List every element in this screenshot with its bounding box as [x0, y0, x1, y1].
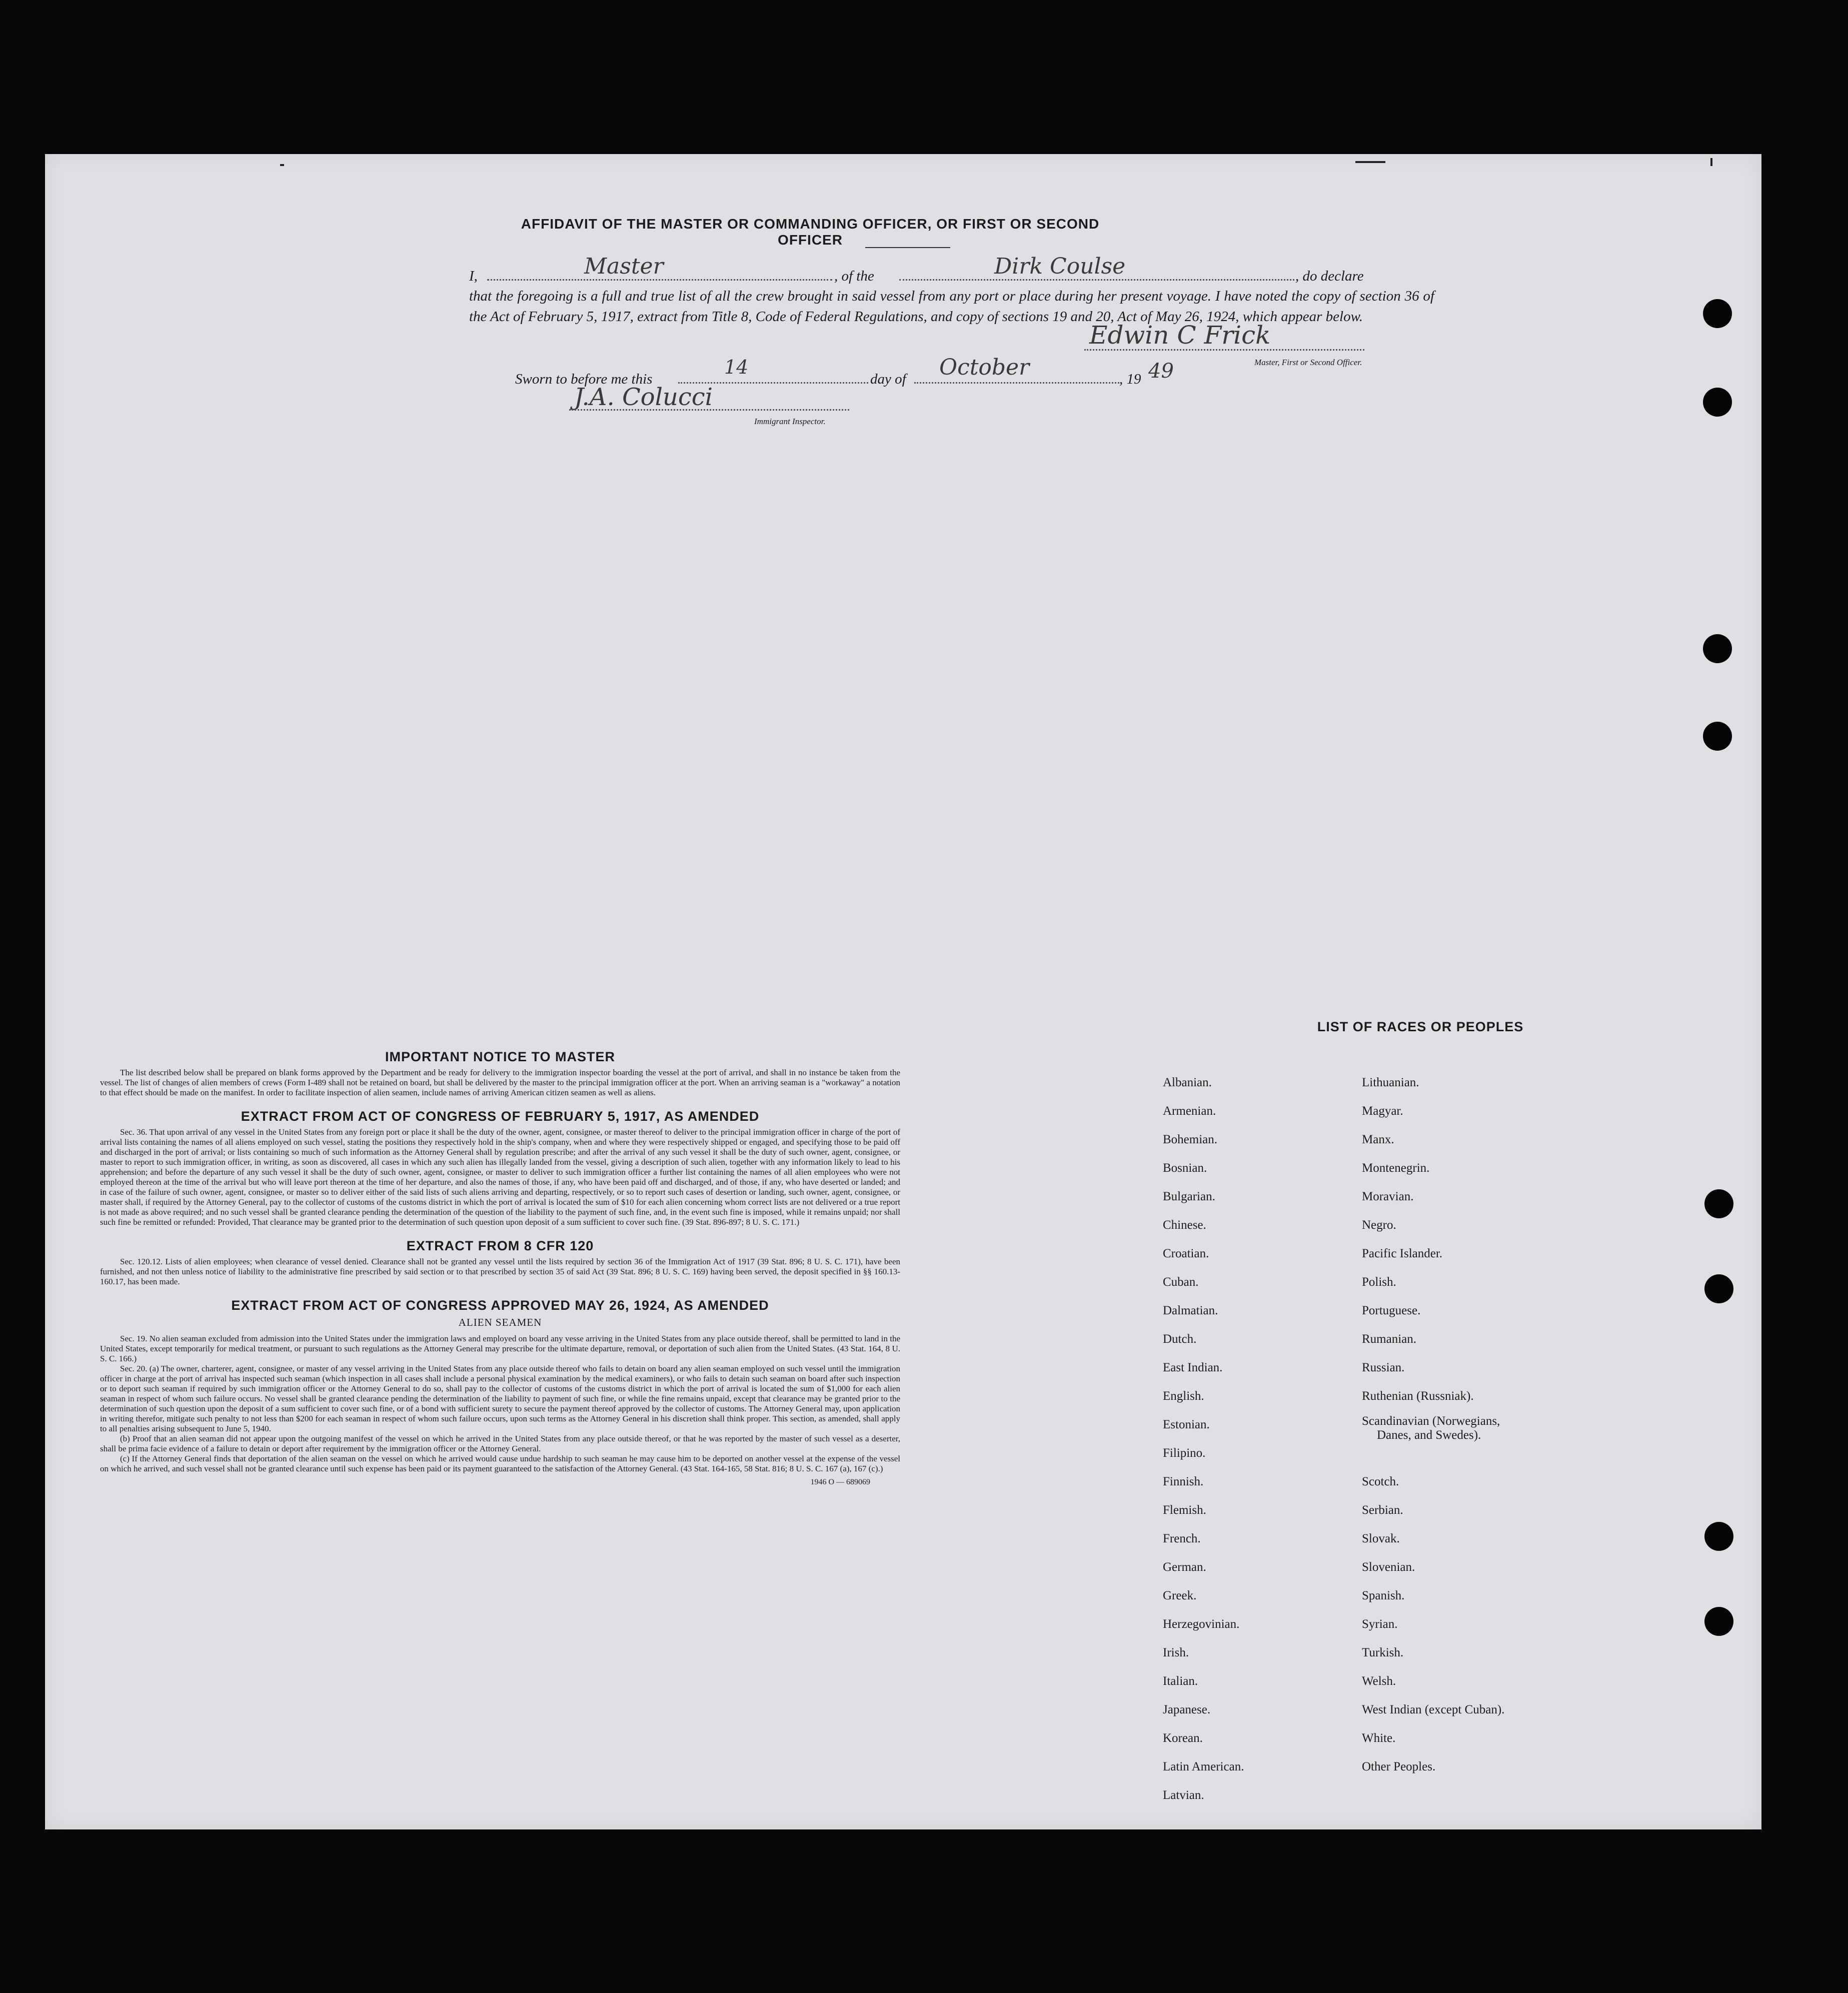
- affidavit-body: [469, 254, 1434, 444]
- race-item: Bulgarian.: [1163, 1190, 1215, 1203]
- race-item: [1362, 1410, 1504, 1442]
- race-item: Polish.: [1362, 1275, 1396, 1289]
- race-item: French.: [1163, 1532, 1201, 1545]
- extract1-text: Sec. 36. That upon arrival of any vessel in the United States from any foreign port or place it shall be the duty of the owner, agent, consignee, or master thereof to deliver to the principal immigration officer in charge of the port of arrival lists containing the names of all aliens employed on such vessel, stating the positions they respectively hold in the ship's company, when and where they were respectively shipped or engaged, and specifying those to be paid off and discharged in the port of arrival; or lists containing so much of such information as the Attorney General shall by regulation prescribe; and after the arrival of any such vessel it shall be the duty of such owner, agent, consignee, or master to report to such immigration officer, in writing, as soon as discovered, all cases in which any such alien has illegally landed from the vessel, giving a description of such alien, together with any information likely to lead to his apprehension; and before the departure of any such vessel it shall be the duty of such owner, agent, consignee, or master to deliver to such immigration officer a further list containing the names of all alien employees who were not employed thereon at the time of the arrival but who will leave port thereon at the time of her departure, and also the names of those, if any, who have been paid off and discharged, and of those, if any, who have deserted or landed; and in case of the failure of such owner, agent, consignee, or master so to deliver either of the said lists of such aliens arriving and departing, respectively, or so to report such cases of desertion or landing, such owner, agent, consignee, or master shall, if required by the Attorney General, pay to the collector of customs of the customs district in which the port of arrival is located the sum of $10 for each alien concerning whom correct lists are not delivered or a true report is not made as above required; and no such vessel shall be granted clearance pending the determination of the question of the liability to the payment of such fine, and, in the event such fine is imposed, while it remains unpaid; nor shall such fine be remitted or refunded: Provided, That clearance may be granted prior to the determination of such question upon deposit of a sum sufficient to cover such fine. (39 Stat. 896-897; 8 U. S. C. 171.): [100, 1127, 900, 1227]
- affidavit-title: AFFIDAVIT OF THE MASTER OR COMMANDING OFFICER, OR FIRST OR SECOND OFFICER: [521, 216, 1100, 248]
- race-item: Cuban.: [1163, 1275, 1199, 1289]
- races-left-column: [1163, 1068, 1244, 1809]
- race-item: German.: [1163, 1560, 1206, 1574]
- signature-caption: Master, First or Second Officer.: [1254, 358, 1362, 367]
- race-item: Serbian.: [1362, 1503, 1403, 1517]
- race-item: Pacific Islander.: [1362, 1247, 1443, 1260]
- extract3-sec19: Sec. 19. No alien seaman excluded from admission into the United States under the immigration laws and employed on board any vesse arriving in the United States from any place outside thereof, shall be permitted to land in the United States, except temporarily for medical treatment, or pursuant to such regulations as the Attorney General may prescribe for the ultimate departure, removal, or deportation of such alien from the United States. (43 Stat. 164, 8 U. S. C. 166.): [100, 1334, 900, 1363]
- race-item: West Indian (except Cuban).: [1362, 1703, 1505, 1716]
- race-item: Bosnian.: [1163, 1161, 1207, 1175]
- declaration-of: , of the: [834, 268, 874, 284]
- race-item: Welsh.: [1362, 1674, 1396, 1688]
- extract3-subheading: ALIEN SEAMEN: [458, 1316, 542, 1328]
- master-signature: Edwin C Frick: [1089, 321, 1271, 350]
- race-item-line: Scandinavian (Norwegians,: [1362, 1414, 1500, 1428]
- race-item: East Indian.: [1163, 1361, 1223, 1374]
- race-item: Negro.: [1362, 1218, 1396, 1232]
- races-title: LIST OF RACES OR PEOPLES: [1317, 1019, 1524, 1034]
- handwritten-title: Master: [584, 254, 664, 279]
- scan-speck: [1355, 161, 1385, 163]
- punch-hole: [1704, 1522, 1733, 1551]
- extract3-sec20b: (b) Proof that an alien seaman did not appear upon the outgoing manifest of the vessel on which he arrived in the United States from any place outside thereof, or that he was reported by the master of such vessel as a deserter, shall be prima facie evidence of a failure to detain or deport after requirement by the immigration officer or the Attorney General.: [100, 1434, 900, 1453]
- race-item: Latin American.: [1163, 1760, 1244, 1773]
- race-item: Turkish.: [1362, 1646, 1404, 1659]
- punch-hole: [1704, 1189, 1733, 1218]
- extract3-sec20c: (c) If the Attorney General finds that deportation of the alien seaman on the vessel on which he arrived would cause undue hardship to such seaman he may cause him to be deported on another vessel at the expense of the vessel on which he arrived, and such vessel shall not be granted clearance until such expense has been paid or its payment guaranteed to the satisfaction of the Attorney General. (43 Stat. 164-165, 58 Stat. 816; 8 U. S. C. 167 (a), 167 (c).): [100, 1454, 900, 1473]
- sworn-prefix: Sworn to before me this: [515, 371, 653, 387]
- race-item: White.: [1362, 1731, 1396, 1745]
- race-item: Korean.: [1163, 1731, 1203, 1745]
- handwritten-month: October: [939, 355, 1030, 380]
- declaration-line: [469, 254, 1434, 286]
- notice-heading: IMPORTANT NOTICE TO MASTER: [385, 1049, 615, 1064]
- race-item: Albanian.: [1163, 1076, 1212, 1089]
- race-item: Finnish.: [1163, 1475, 1204, 1488]
- title-divider: [865, 247, 950, 248]
- print-imprint: 1946 O — 689069: [810, 1478, 870, 1486]
- punch-hole: [1703, 634, 1732, 663]
- race-item: Lithuanian.: [1362, 1076, 1419, 1089]
- punch-hole: [1703, 388, 1732, 417]
- notice-column: [100, 1049, 900, 1487]
- punch-hole: [1704, 1607, 1733, 1636]
- race-item: Slovak.: [1362, 1532, 1400, 1545]
- day-blank: [678, 367, 868, 384]
- race-item: Other Peoples.: [1362, 1760, 1436, 1773]
- race-item: Irish.: [1163, 1646, 1189, 1659]
- race-item: Dalmatian.: [1163, 1304, 1218, 1317]
- extract1-heading: EXTRACT FROM ACT OF CONGRESS OF FEBRUARY 5, 1917, AS AMENDED: [241, 1109, 760, 1124]
- race-item: Slovenian.: [1362, 1560, 1415, 1574]
- race-item: Ruthenian (Russniak).: [1362, 1389, 1474, 1403]
- race-item: Montenegrin.: [1362, 1161, 1430, 1175]
- race-item: Chinese.: [1163, 1218, 1206, 1232]
- race-item: Flemish.: [1163, 1503, 1206, 1517]
- extract2-heading: EXTRACT FROM 8 CFR 120: [406, 1238, 594, 1253]
- declaration-i: I,: [469, 268, 478, 284]
- punch-hole: [1704, 1274, 1733, 1303]
- extract3-sec20a: Sec. 20. (a) The owner, charterer, agent, consignee, or master of any vessel arriving in the United States from any place outside thereof who fails to detain on board any alien seaman employed on such vessel until the immigration officer in charge at the port of arrival has inspected such seaman (which inspection in all cases shall include a personal physical examination by the medical examiners), or who fails to detain such seaman on board after such inspection or to deport such seaman if required by such immigration officer or the Attorney General to do so, shall pay to the collector of customs of the customs district in which the port of arrival is located the sum of $1,000 for each alien seaman in respect of whom such failure occurs. No vessel shall be granted clearance pending the determination of the liability to payment of such fine, or while the fine remains unpaid, except that clearance may be granted prior to the determination of such question upon the deposit of a sum sufficient to cover such fine, or of a bond with sufficient surety to secure the payment thereof approved by the collector of customs. The Attorney General may, upon application in writing therefor, mitigate such penalty to not less than $200 for each seaman in respect of whom such failure occurs, upon such terms as the Attorney General in his discretion shall think proper. This section, as amended, shall apply to all penalties arising subsequent to June 5, 1940.: [100, 1364, 900, 1433]
- affidavit-statement: that the foregoing is a full and true list of all the crew brought in said vessel from any port or place during her present voyage. I have noted the copy of section 36 of the Act of February 5, 1917, extract from Title 8, Code of Federal Regulations, and copy of sections 19 and 20, Act of May 26, 1924, which appear below.: [469, 288, 1434, 325]
- race-item: [1362, 1439, 1504, 1467]
- year-prefix: , 19: [1119, 371, 1141, 387]
- signature-blank: [1084, 334, 1364, 351]
- race-item: Dutch.: [1163, 1332, 1197, 1346]
- race-item: Croatian.: [1163, 1247, 1209, 1260]
- race-item: Rumanian.: [1362, 1332, 1417, 1346]
- handwritten-year: 49: [1148, 360, 1174, 383]
- race-item: English.: [1163, 1389, 1204, 1403]
- inspector-row: [469, 383, 1434, 444]
- extract2-text: Sec. 120.12. Lists of alien employees; when clearance of vessel denied. Clearance shall not be granted any vessel until the lists required by section 36 of the Immigration Act of 1917 (39 Stat. 896; 8 U. S. C. 171), have been furnished, and not then unless notice of liability to the administrative fine prescribed by said section or to that prescribed by section 35 of said Act (39 Stat. 896; 8 U. S. C. 169) having been served, the deposit specified in §§ 160.13-160.17, has been made.: [100, 1257, 900, 1286]
- scan-speck: [280, 164, 284, 166]
- extract3-heading: EXTRACT FROM ACT OF CONGRESS APPROVED MAY 26, 1924, AS AMENDED: [231, 1298, 769, 1313]
- declaration-declare: , do declare: [1295, 268, 1364, 284]
- race-item: Magyar.: [1362, 1104, 1403, 1118]
- race-item: Portuguese.: [1362, 1304, 1421, 1317]
- race-item: Armenian.: [1163, 1104, 1216, 1118]
- document-page: [45, 154, 1761, 1829]
- race-item: Latvian.: [1163, 1788, 1204, 1802]
- scan-speck: [1710, 158, 1712, 166]
- race-item: Bohemian.: [1163, 1133, 1218, 1146]
- race-item: Greek.: [1163, 1589, 1197, 1602]
- race-item: Herzegovinian.: [1163, 1617, 1240, 1631]
- race-item-line: Danes, and Swedes).: [1377, 1428, 1481, 1442]
- inspector-signature: J.A. Colucci: [574, 383, 713, 411]
- punch-hole: [1703, 299, 1732, 328]
- inspector-blank: [569, 394, 849, 411]
- notice-text: The list described below shall be prepared on blank forms approved by the Department and be ready for delivery to the immigration inspector boarding the vessel at the port of arrival, and shall in no instance be taken from the vessel. The list of changes of alien members of crews (Form I-489 shall not be retained on board, but shall be delivered by the master to the principal immigration officer at the port. When an arriving seaman is a "workaway" a notation to that effect should be made on the manifest. In order to facilitate inspection of alien seamen, include names of arriving American citizen seamen as well as aliens.: [100, 1068, 900, 1097]
- race-item: Syrian.: [1362, 1617, 1398, 1631]
- punch-hole: [1703, 722, 1732, 751]
- race-item: Manx.: [1362, 1133, 1394, 1146]
- inspector-caption: Immigrant Inspector.: [754, 417, 826, 426]
- race-item: Filipino.: [1163, 1446, 1206, 1460]
- handwritten-day: 14: [724, 356, 749, 378]
- race-item: Italian.: [1163, 1674, 1198, 1688]
- race-item: Moravian.: [1362, 1190, 1414, 1203]
- race-item: Japanese.: [1163, 1703, 1211, 1716]
- races-right-column: [1362, 1068, 1504, 1781]
- race-item: Scotch.: [1362, 1475, 1399, 1488]
- race-item: Russian.: [1362, 1361, 1405, 1374]
- race-item: Spanish.: [1362, 1589, 1405, 1602]
- race-item: Estonian.: [1163, 1418, 1210, 1431]
- handwritten-vessel: Dirk Coulse: [994, 254, 1126, 279]
- day-of-label: day of: [870, 371, 906, 387]
